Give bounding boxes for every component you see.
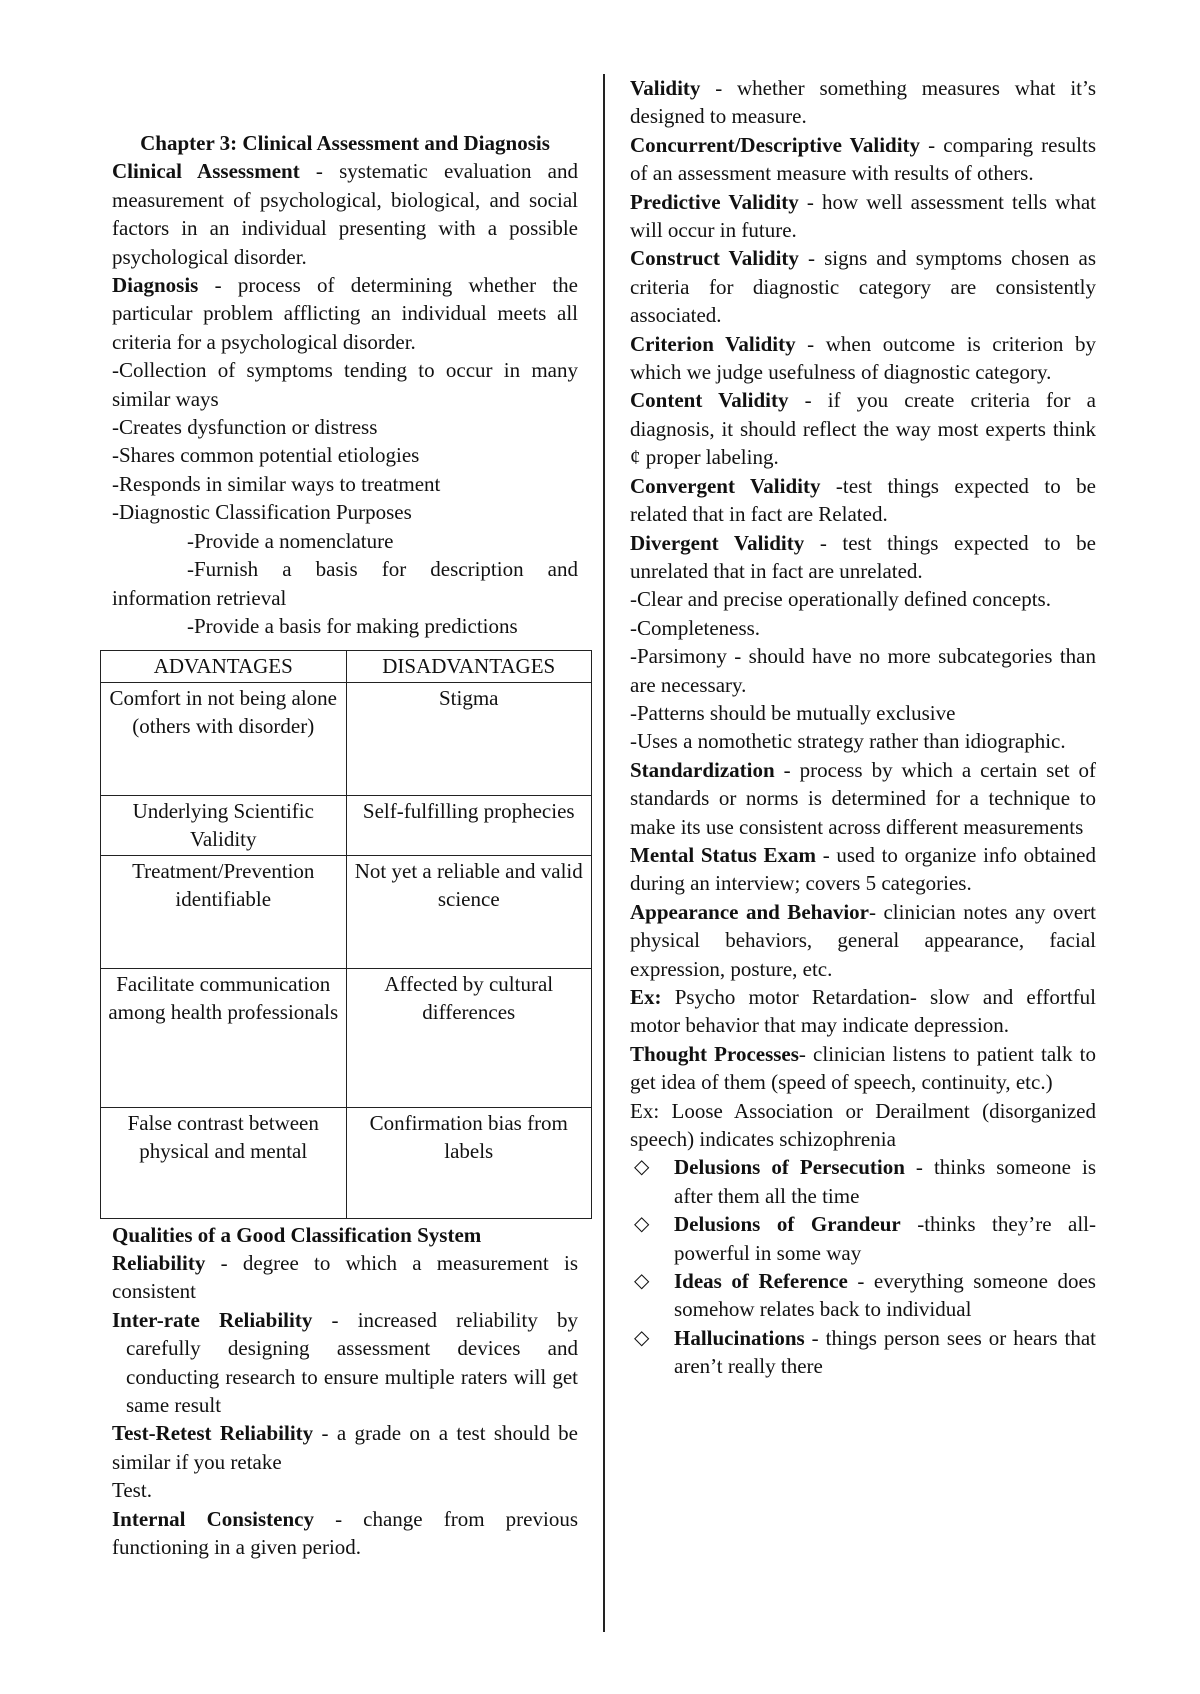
table-header-row (101, 651, 592, 682)
list-item: -Collection of symptoms tending to occur in many similar ways (112, 358, 578, 411)
diamond-outline-icon: ◇ (634, 1213, 650, 1236)
table-row (101, 682, 592, 795)
example-psychomotor: Ex: Psycho motor Retardation- slow and effortful motor behavior that may indicate depression. (630, 985, 1096, 1038)
content-validity-definition: Content Validity - if you create criteria for a diagnosis, it should reflect the way most experts think ¢ proper labeling. (630, 388, 1096, 470)
concurrent-validity-definition: Concurrent/Descriptive Validity - comparing results of an assessment measure with results of others. (630, 132, 1096, 186)
table-cell: Stigma (346, 682, 592, 795)
diamond-outline-icon: ◇ (634, 1326, 650, 1349)
list-item: ◇ Ideas of Reference - everything someone does somehow relates back to individual (634, 1269, 1096, 1322)
purpose-item: -Provide a basis for making predictions (187, 613, 518, 638)
test-retest-reliability-definition: Test-Retest Reliability - a grade on a test should be similar if you retake (112, 1421, 579, 1474)
purpose-item: -Provide a nomenclature (187, 528, 394, 553)
column-header-disadvantages: DISADVANTAGES (346, 651, 592, 682)
list-item: -Parsimony - should have no more subcategories than are necessary. (630, 644, 1096, 697)
diagnosis-definition: Diagnosis - process of determining whether the particular problem afflicting an individual meets all criteria for a psychological disorder. (112, 273, 578, 354)
advantages-table (100, 650, 592, 1218)
column-divider (603, 74, 605, 1632)
construct-validity-definition: Construct Validity - signs and symptoms chosen as criteria for diagnostic category are consistently associated. (630, 246, 1097, 328)
table-cell: Self-fulfilling prophecies (346, 795, 592, 855)
right-column (630, 74, 1096, 1381)
list-item: -Patterns should be mutually exclusive (630, 700, 956, 725)
appearance-behavior-definition: Appearance and Behavior- clinician notes any overt physical behaviors, general appearance, facial expression, posture, etc. (630, 899, 1097, 981)
internal-consistency-definition: Internal Consistency - change from previous functioning in a given period. (112, 1506, 578, 1559)
chapter-title: Chapter 3: Clinical Assessment and Diagnosis (140, 131, 550, 155)
table-row (101, 855, 592, 968)
table-cell: Treatment/Prevention identifiable (101, 855, 347, 968)
column-header-advantages: ADVANTAGES (101, 651, 347, 682)
mental-status-exam-definition: Mental Status Exam - used to organize info obtained during an interview; covers 5 categories. (630, 842, 1096, 896)
table-cell: Underlying Scientific Validity (101, 795, 347, 855)
validity-definition: Validity - whether something measures what it’s designed to measure. (630, 76, 1096, 129)
criterion-validity-definition: Criterion Validity - when outcome is criterion by which we judge usefulness of diagnostic category. (630, 331, 1096, 385)
inter-rater-reliability-definition: Inter-rate Reliability - increased reliability by carefully designing assessment devices and conducting research to ensure multiple raters will get same result (112, 1307, 579, 1417)
thought-processes-definition: Thought Processes- clinician listens to patient talk to get idea of them (speed of speech, continuity, etc.) (630, 1041, 1096, 1095)
table-cell: Facilitate communication among health professionals (101, 968, 347, 1107)
convergent-validity-definition: Convergent Validity -test things expected to be related that in fact are Related. (630, 473, 1096, 527)
list-item: -Diagnostic Classification Purposes (112, 500, 412, 525)
table-row (101, 1107, 592, 1218)
table-cell: Comfort in not being alone (others with disorder) (101, 682, 347, 795)
qualities-heading: Qualities of a Good Classification System (112, 1222, 482, 1247)
left-column (108, 129, 583, 1561)
symptom-bullet-list (630, 1153, 1096, 1380)
purpose-item: -Furnish a basis for description and information retrieval (112, 557, 578, 610)
list-item: -Completeness. (630, 615, 761, 640)
table-cell: False contrast between physical and mental (101, 1107, 347, 1218)
list-item: -Creates dysfunction or distress (112, 415, 378, 440)
diamond-outline-icon: ◇ (634, 1156, 650, 1179)
table-row (101, 968, 592, 1107)
table-cell: Affected by cultural differences (346, 968, 592, 1107)
table-row (101, 795, 592, 855)
example-loose-association: Ex: Loose Association or Derailment (disorganized speech) indicates schizophrenia (630, 1098, 1096, 1152)
divergent-validity-definition: Divergent Validity - test things expected to be unrelated that in fact are unrelated. (630, 530, 1096, 583)
list-item: -Shares common potential etiologies (112, 443, 420, 468)
standardization-definition: Standardization - process by which a certain set of standards or norms is determined for a technique to make its use consistent across different measurements (630, 757, 1096, 839)
reliability-definition: Reliability - degree to which a measurement is consistent (112, 1250, 578, 1304)
diamond-outline-icon: ◇ (634, 1270, 650, 1293)
clinical-assessment-definition: Clinical Assessment - systematic evaluation and measurement of psychological, biological, and social factors in an individual presenting with a possible psychological disorder. (112, 159, 578, 269)
list-item: -Responds in similar ways to treatment (112, 471, 441, 496)
predictive-validity-definition: Predictive Validity - how well assessment tells what will occur in future. (630, 189, 1097, 243)
list-item: ◇ Delusions of Persecution - thinks someone is after them all the time (634, 1155, 1096, 1208)
list-item: ◇ Hallucinations - things person sees or hears that aren’t really there (634, 1325, 1096, 1379)
list-item: -Clear and precise operationally defined concepts. (630, 587, 1051, 612)
list-item: ◇ Delusions of Grandeur -thinks they’re all-powerful in some way (634, 1212, 1097, 1265)
list-item: -Uses a nomothetic strategy rather than idiographic. (630, 729, 1066, 754)
table-cell: Not yet a reliable and valid science (346, 855, 592, 968)
table-cell: Confirmation bias from labels (346, 1107, 592, 1218)
test-retest-tail: Test. (112, 1478, 152, 1503)
